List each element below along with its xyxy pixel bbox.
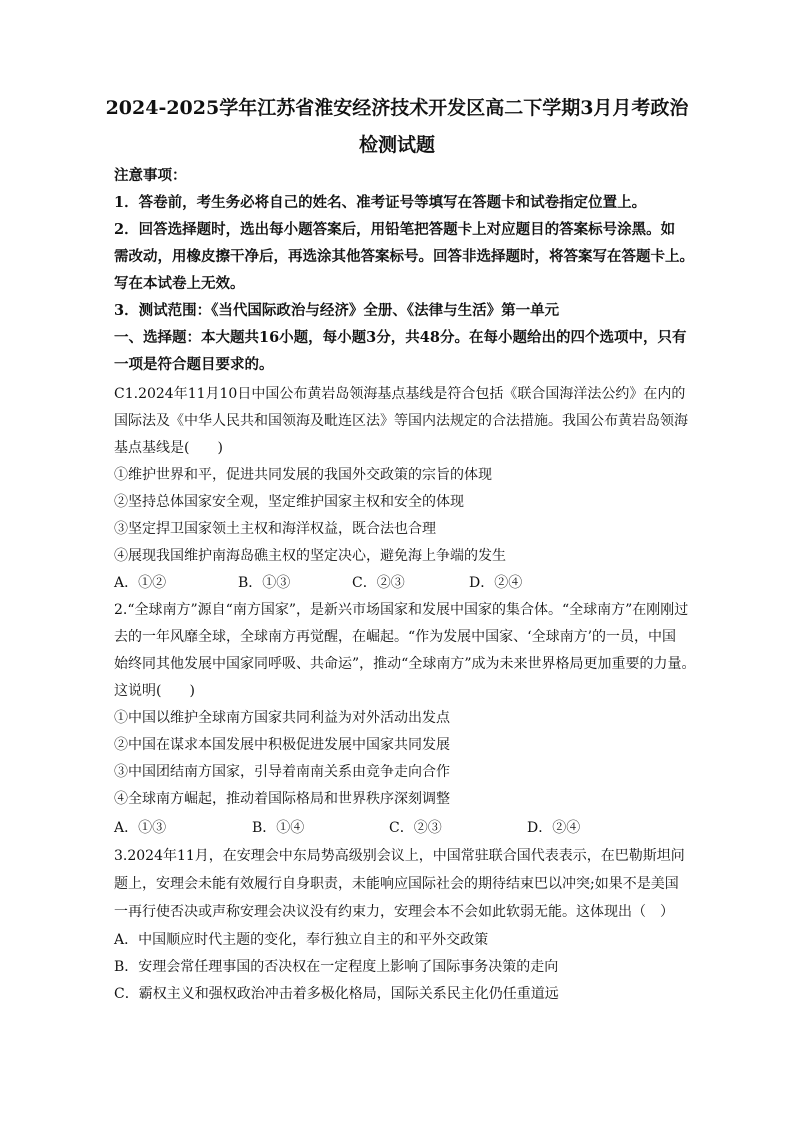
q1-item-1: ①维护世界和平，促进共同发展的我国外交政策的宗旨的体现 [114, 467, 492, 483]
q1-option-c: C．②③ [352, 575, 405, 591]
q2-option-a: A．①③ [114, 820, 167, 836]
note-2-line-3: 写在本试卷上无效。 [114, 275, 245, 292]
q1-item-4: ④展现我国维护南海岛礁主权的坚定决心，避免海上争端的发生 [114, 548, 506, 564]
q3-stem-line-1: 3.2024年11月，在安理会中东局势高级别会议上，中国常驻联合国代表表示，在巴勒斯坦问 [114, 848, 685, 864]
q3-option-b: B．安理会常任理事国的否决权在一定程度上影响了国际事务决策的走向 [114, 959, 559, 975]
q2-item-4: ④全球南方崛起，推动着国际格局和世界秩序深刻调整 [114, 791, 450, 807]
q3-stem-line-3: 一再行使否决或声称安理会决议没有约束力，安理会本不会如此软弱无能。这体现出（ ） [114, 904, 674, 920]
q2-stem-line-2: 去的一年风靡全球，全球南方再觉醒，在崛起。“作为发展中国家、‘全球南方’的一员，中国 [114, 629, 677, 645]
q3-option-a: A．中国顺应时代主题的变化，奉行独立自主的和平外交政策 [114, 932, 489, 948]
q2-option-c: C．②③ [389, 820, 442, 836]
q1-stem-line-2: 国际法及《中华人民共和国领海及毗连区法》等国内法规定的合法措施。我国公布黄岩岛领海 [114, 413, 688, 429]
q1-item-2: ②坚持总体国家安全观，坚定维护国家主权和安全的体现 [114, 494, 464, 510]
q1-stem-line-1: C1.2024年11月10日中国公布黄岩岛领海基点基线是符合包括《联合国海洋法公约》在内的 [114, 386, 686, 402]
q2-item-2: ②中国在谋求本国发展中积极促进发展中国家共同发展 [114, 737, 450, 753]
q3-stem-line-2: 题上，安理会未能有效履行自身职责，未能响应国际社会的期待结束巴以冲突;如果不是美国 [114, 876, 679, 892]
section-heading-line-1: 一、选择题：本大题共16小题，每小题3分，共48分。在每小题给出的四个选项中，只有 [114, 329, 687, 346]
q1-option-b: B．①③ [238, 575, 291, 591]
q1-option-d: D．②④ [469, 575, 523, 591]
document-title: 2024-2025学年江苏省淮安经济技术开发区高二下学期3月月考政治 [105, 97, 689, 119]
q2-option-b: B．①④ [252, 820, 305, 836]
note-3: 3．测试范围：《当代国际政治与经济》全册、《法律与生活》第一单元 [114, 302, 560, 319]
document-subtitle: 检测试题 [358, 134, 435, 156]
q2-stem-line-1: 2.“全球南方”源自“南方国家”，是新兴市场国家和发展中国家的集合体。“全球南方”在刚刚过 [114, 602, 689, 618]
q2-stem-line-4: 这说明( ) [114, 683, 195, 699]
section-heading-line-2: 一项是符合题目要求的。 [114, 356, 274, 373]
q2-item-3: ③中国团结南方国家，引导着南南关系由竞争走向合作 [114, 764, 450, 780]
notes-heading: 注意事项： [114, 167, 187, 184]
note-2-line-1: 2．回答选择题时，选出每小题答案后，用铅笔把答题卡上对应题目的答案标号涂黑。如 [114, 221, 676, 238]
q1-stem-line-3: 基点基线是( ) [114, 440, 223, 456]
note-2-line-2: 需改动，用橡皮擦干净后，再选涂其他答案标号。回答非选择题时，将答案写在答题卡上。 [114, 248, 694, 265]
note-1: 1．答卷前，考生务必将自己的姓名、准考证号等填写在答题卡和试卷指定位置上。 [114, 194, 647, 211]
q3-option-c: C．霸权主义和强权政治冲击着多极化格局，国际关系民主化仍任重道远 [114, 986, 559, 1002]
q2-stem-line-3: 始终同其他发展中国家同呼吸、共命运”，推动“全球南方”成为未来世界格局更加重要的力量。 [114, 656, 696, 672]
q2-item-1: ①中国以维护全球南方国家共同利益为对外活动出发点 [114, 710, 450, 726]
q1-item-3: ③坚定捍卫国家领土主权和海洋权益，既合法也合理 [114, 521, 436, 537]
q2-option-d: D．②④ [527, 820, 581, 836]
q1-option-a: A．①② [114, 575, 167, 591]
